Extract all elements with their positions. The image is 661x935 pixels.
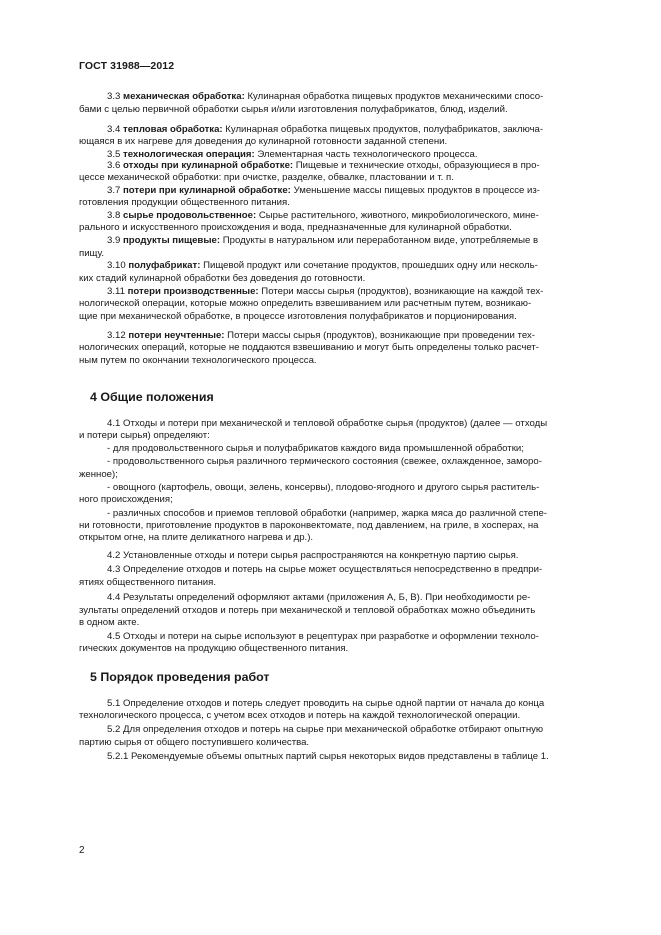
paragraph-line: ятиях общественного питания. — [79, 577, 216, 588]
term-name: сырье продовольственное: — [123, 210, 257, 221]
paragraph-start: 5.1 Определение отходов и потерь следует проводить на сырье одной партии от начала до конца — [107, 698, 545, 709]
term-name: отходы при кулинарной обработке: — [123, 160, 294, 171]
paragraph-start: 4.5 Отходы и потери на сырье используют в рецептурах при разработке и оформлении техноло- — [107, 631, 539, 642]
paragraph-line: технологического процесса, с учетом всех отходов и потерь на каждой технологической операции. — [79, 710, 521, 721]
term-continuation: рального и искусственного происхождения и вода, предназначенные для кулинарной обработки. — [79, 222, 512, 233]
term-line — [107, 235, 538, 246]
text-span: Пищевой продукт или сочетание продуктов, прошедших одну или несколь- — [203, 260, 538, 271]
text-span: Продукты в натуральном или переработанном виде, употребляемые в — [222, 235, 539, 246]
paragraph-line: женное); — [79, 469, 118, 480]
text-span: 3.10 — [107, 260, 126, 271]
term-line — [107, 260, 538, 271]
text-span: 3.9 — [107, 235, 121, 246]
paragraph-start: - для продовольственного сырья и полуфабрикатов каждого вида промышленной обработки; — [107, 443, 524, 454]
text-span: Пищевые и технические отходы, образующиеся в про- — [295, 160, 540, 171]
paragraph-line: партию сырья от общего поступившего количества. — [79, 737, 310, 748]
term-name: механическая обработка: — [123, 91, 245, 102]
term-name: технологическая операция: — [123, 149, 255, 160]
term-name: потери неучтенные: — [128, 330, 225, 341]
term-name: тепловая обработка: — [123, 124, 223, 135]
term-name: продукты пищевые: — [123, 235, 221, 246]
paragraph-line: зультаты определений отходов и потерь при механической и тепловой обработках можно объединить — [79, 605, 536, 616]
term-continuation: ющаяся в их нагреве для доведения до кулинарной готовности заданной степени. — [79, 136, 448, 147]
paragraph-line: открытом огне, на плите деликатного нагрева и др.). — [79, 532, 314, 543]
term-line — [107, 124, 543, 135]
paragraph-start: 5.2.1 Рекомендуемые объемы опытных партий сырья некоторых видов представлены в таблице 1. — [107, 751, 549, 762]
text-span: 3.4 — [107, 124, 121, 135]
text-span: Потери массы сырья (продуктов), возникающие при проведении тех- — [227, 330, 535, 341]
term-continuation: нологической операции, которые можно определить взвешиванием или расчетным путем, возникаю- — [79, 298, 532, 309]
term-continuation: бами с целью первичной обработки сырья и/или изготовления полуфабрикатов, блюд, изделий. — [79, 104, 508, 115]
term-continuation: ным путем по окончании технологического процесса. — [79, 355, 317, 366]
paragraph-start: - овощного (картофель, овощи, зелень, консервы), плодово-ягодного и другого сырья раститель- — [107, 482, 540, 493]
term-name: потери производственные: — [127, 286, 259, 297]
term-line — [107, 149, 478, 160]
text-span: Кулинарная обработка пищевых продуктов, полуфабрикатов, заключа- — [225, 124, 544, 135]
term-line — [107, 91, 543, 102]
term-continuation: пищу. — [79, 248, 105, 259]
text-span: Сырье растительного, животного, микробиологического, мине- — [258, 210, 539, 221]
term-continuation: ких стадий кулинарной обработки без доведения до готовности. — [79, 273, 366, 284]
text-span: Потери массы сырья (продуктов), возникающие на каждой тех- — [261, 286, 544, 297]
text-span: 3.3 — [107, 91, 121, 102]
term-line — [107, 210, 539, 221]
section-4-title: 4 Общие положения — [90, 390, 214, 404]
page-number: 2 — [79, 845, 85, 856]
term-line — [107, 330, 535, 341]
text-span: Элементарная часть технологического процесса. — [257, 149, 478, 160]
paragraph-start: - различных способов и приемов тепловой обработки (например, жарка мяса до различной степе- — [107, 508, 547, 519]
paragraph-start: 5.2 Для определения отходов и потерь на сырье при механической обработке отбирают опытную — [107, 724, 544, 735]
paragraph-line: ни готовности, приготовление продуктов в пароконвектомате, под давлением, на гриле, в хосперах, на — [79, 520, 539, 531]
text-span: 3.7 — [107, 185, 121, 196]
paragraph-start: 4.1 Отходы и потери при механической и тепловой обработке сырья (продуктов) (далее — отходы — [107, 418, 548, 429]
term-continuation: щие при механической обработке, в процессе изготовления полуфабрикатов и порционирования. — [79, 311, 517, 322]
paragraph-start: - продовольственного сырья различного термического состояния (свежее, охлажденное, заморо- — [107, 456, 542, 467]
document-header: ГОСТ 31988—2012 — [79, 60, 175, 72]
term-continuation: готовления продукции общественного питания. — [79, 197, 290, 208]
text-span: 3.6 — [107, 160, 121, 171]
term-line — [107, 185, 540, 196]
text-span: Кулинарная обработка пищевых продуктов механическими спосо- — [247, 91, 544, 102]
section-5-title: 5 Порядок проведения работ — [90, 670, 270, 684]
term-name: полуфабрикат: — [128, 260, 201, 271]
term-name: потери при кулинарной обработке: — [123, 185, 291, 196]
paragraph-line: и потери сырья) определяют: — [79, 430, 210, 441]
text-span: 3.12 — [107, 330, 126, 341]
text-span: 3.8 — [107, 210, 121, 221]
text-span: 3.5 — [107, 149, 121, 160]
term-continuation: цессе механической обработки: при очистке, разделке, обвалке, пластовании и т. п. — [79, 172, 454, 183]
paragraph-start: 4.4 Результаты определений оформляют актами (приложения А, Б, В). При необходимости ре- — [107, 592, 531, 603]
term-line — [107, 286, 543, 297]
paragraph-line: в одном акте. — [79, 617, 140, 628]
text-span: 3.11 — [107, 286, 125, 297]
paragraph-line: ного происхождения; — [79, 494, 173, 505]
text-span: Уменьшение массы пищевых продуктов в процессе из- — [293, 185, 540, 196]
paragraph-start: 4.3 Определение отходов и потерь на сырье может осуществляться непосредственно в предпри- — [107, 564, 543, 575]
paragraph-start: 4.2 Установленные отходы и потери сырья распространяются на конкретную партию сырья. — [107, 550, 519, 561]
term-continuation: нологических операций, которые не поддаются взвешиванию и могут быть определены только расчет- — [79, 342, 539, 353]
paragraph-line: гических документов на продукцию общественного питания. — [79, 643, 349, 654]
term-line — [107, 160, 540, 171]
